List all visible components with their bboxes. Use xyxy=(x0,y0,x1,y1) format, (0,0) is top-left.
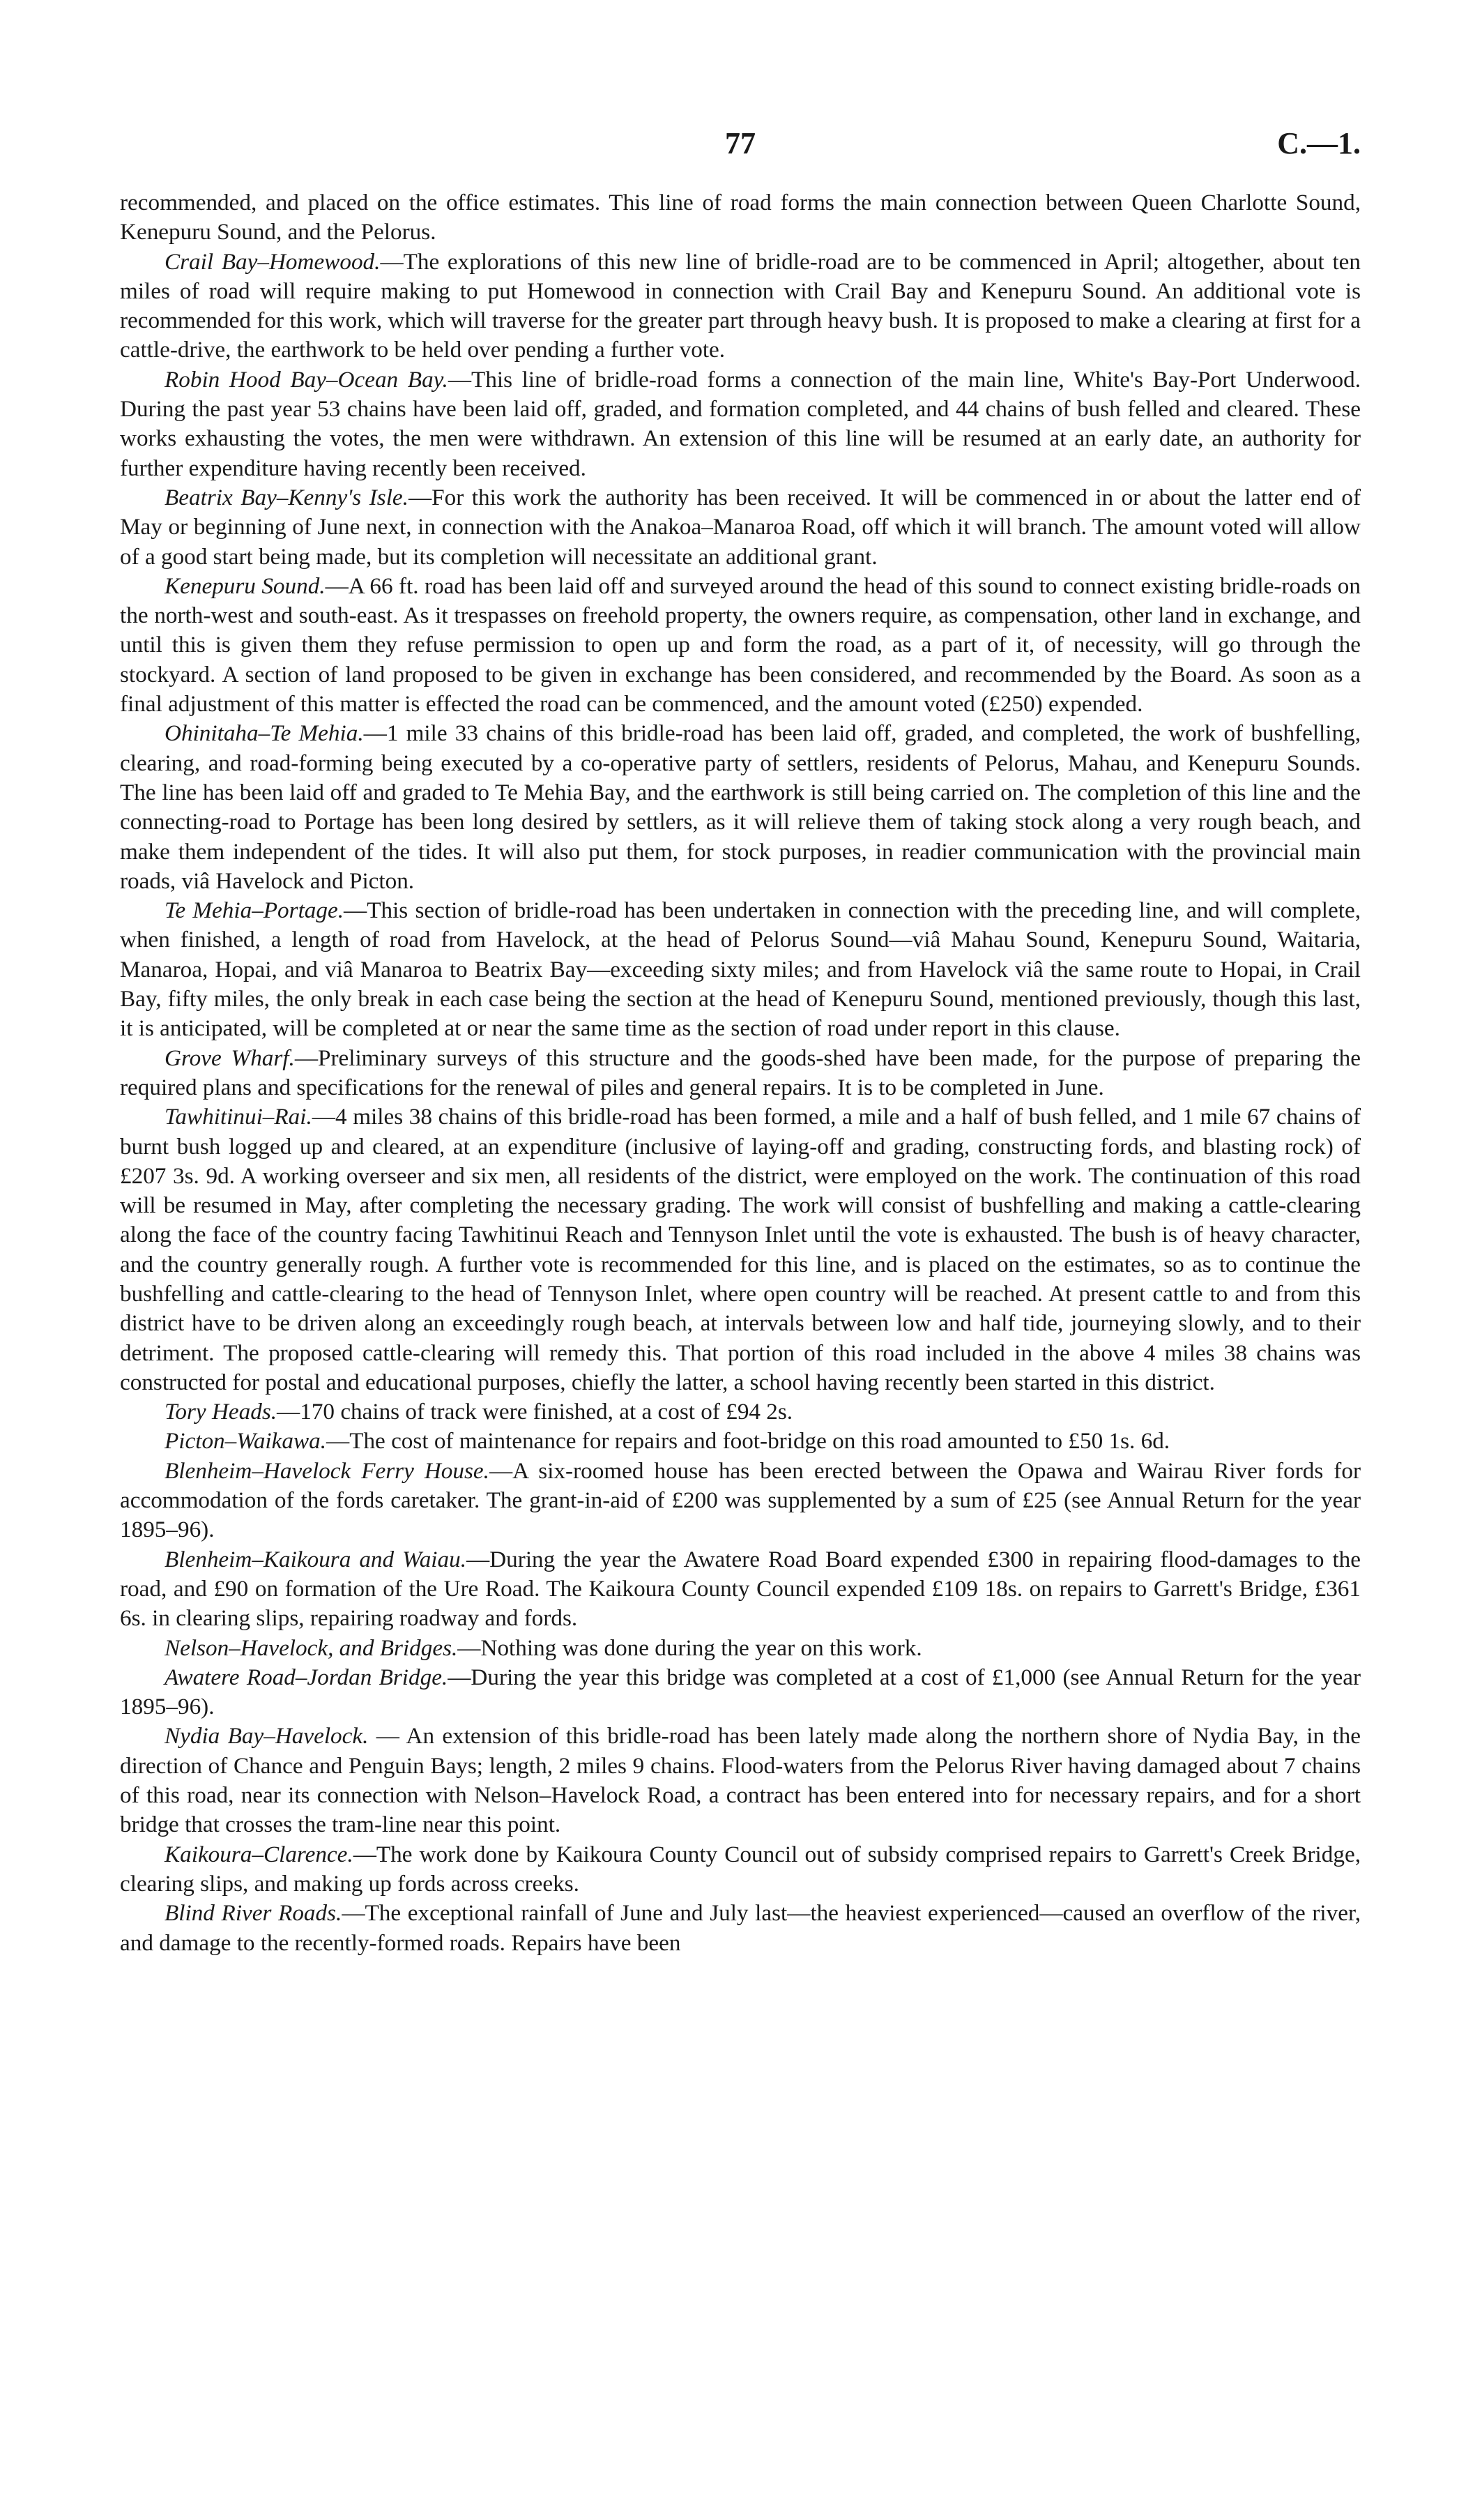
paragraph xyxy=(120,719,1361,896)
paragraph-heading: Nydia Bay–Havelock. xyxy=(165,1723,369,1749)
paragraph xyxy=(120,248,1361,365)
paragraph xyxy=(120,1722,1361,1839)
document-page xyxy=(120,126,1361,1958)
paragraph-text: —For this work the authority has been received. It will be commenced in or about the latter end of May or beginning of June next, in connection with the Anakoa–Manaroa Road, off which it will branch. The amount voted will allow of a good start being made, but its completion will necessitate an additional grant. xyxy=(120,484,1361,570)
paragraph-heading: Tawhitinui–Rai. xyxy=(165,1104,312,1130)
paragraph-heading: Beatrix Bay–Kenny's Isle. xyxy=(165,484,408,510)
paragraph xyxy=(120,1044,1361,1103)
paragraph-heading: Blenheim–Havelock Ferry House. xyxy=(165,1457,489,1484)
paragraph-heading: Kaikoura–Clarence. xyxy=(165,1841,353,1867)
paragraph xyxy=(120,1397,1361,1427)
paragraph-heading: Tory Heads. xyxy=(165,1399,277,1425)
paragraph xyxy=(120,1634,1361,1663)
paragraph xyxy=(120,1545,1361,1634)
paragraph-text: —1 mile 33 chains of this bridle-road has been laid off, graded, and completed, the work of bushfelling, clearing, and road-forming being executed by a co-operative party of settlers, residents of Pelorus, Mahau, and Kenepuru Sounds. The line has been laid off and graded to Te Mehia Bay, and the earthwork is still being carried on. The completion of this line and the connecting-road to Portage has been long desired by settlers, as it will relieve them of taking stock along a very rough beach, and make them independent of the tides. It will also put them, for stock purposes, in readier communication with the provincial main roads, viâ Havelock and Picton. xyxy=(120,720,1361,894)
paragraph xyxy=(120,1457,1361,1545)
paragraph-heading: Crail Bay–Homewood. xyxy=(165,248,381,275)
paragraph-heading: Grove Wharf. xyxy=(165,1045,295,1071)
paragraph-text: —The cost of maintenance for repairs and foot-bridge on this road amounted to £50 1s. 6d. xyxy=(326,1428,1170,1455)
paragraph-heading: Blenheim–Kaikoura and Waiau. xyxy=(165,1546,467,1572)
paragraph-heading: Nelson–Havelock, and Bridges. xyxy=(165,1634,458,1661)
paragraph xyxy=(120,1840,1361,1899)
paragraph-text: — An extension of this bridle-road has been lately made along the northern shore of Nydia Bay, in the direction of Chance and Penguin Bays; length, 2 miles 9 chains. Flood-waters from the Pelorus River having damaged about 7 chains of this road, near its connection with Nelson–Havelock Road, a contract has been entered into for necessary repairs, and for a short bridge that crosses the tram-line near this point. xyxy=(120,1723,1361,1838)
paragraph xyxy=(120,1663,1361,1722)
paragraph-heading: Kenepuru Sound. xyxy=(165,572,326,599)
paragraph xyxy=(120,1427,1361,1456)
paragraph-text: —4 miles 38 chains of this bridle-road has been formed, a mile and a half of bush felled, and 1 mile 67 chains of burnt bush logged up and cleared, at an expenditure (inclusive of laying-off and grading, constructing fords, and blasting rock) of £207 3s. 9d. A working overseer and six men, all residents of the district, were employed on the work. The continuation of this road will be resumed in May, after completing the necessary grading. The work will consist of bushfelling and making a cattle-clearing along the face of the country facing Tawhitinui Reach and Tennyson Inlet until the vote is exhausted. The bush is of heavy character, and the country generally rough. A further vote is recommended for this line, and is placed on the estimates, so as to continue the bushfelling and cattle-clearing to the head of Tennyson Inlet, where open country will be reached. At present cattle to and from this district have to be driven along an exceedingly rough beach, at intervals between low and half tide, journeying slowly, and to their detriment. The proposed cattle-clearing will remedy this. That portion of this road included in the above 4 miles 38 chains was constructed for postal and educational purposes, chiefly the latter, a school having recently been started in this district. xyxy=(120,1104,1361,1395)
paragraph-text: —During the year the Awatere Road Board expended £300 in repairing flood-damages to the road, and £90 on formation of the Ure Road. The Kaikoura County Council expended £109 18s. on repairs to Garrett's Bridge, £361 6s. in clearing slips, repairing roadway and fords. xyxy=(120,1546,1361,1632)
paragraph-heading: Robin Hood Bay–Ocean Bay. xyxy=(165,366,448,393)
paragraph-text: —Preliminary surveys of this structure and the goods-shed have been made, for the purpose of preparing the required plans and specifications for the renewal of piles and general repairs. It is to be completed in June. xyxy=(120,1045,1361,1100)
paragraph xyxy=(120,896,1361,1043)
paragraph-text: —The exceptional rainfall of June and July last—the heaviest experienced—caused an overflow of the river, and damage to the recently-formed roads. Repairs have been xyxy=(120,1900,1361,1956)
paragraph-heading: Awatere Road–Jordan Bridge. xyxy=(165,1664,448,1690)
paragraph-text: —This line of bridle-road forms a connection of the main line, White's Bay-Port Underwood. During the past year 53 chains have been laid off, graded, and formation completed, and 44 chains of bush felled and cleared. These works exhausting the votes, the men were withdrawn. An extension of this line will be resumed at an early date, an authority for further expenditure having recently been received. xyxy=(120,366,1361,481)
paragraph xyxy=(120,188,1361,248)
paragraph-text: —Nothing was done during the year on this work. xyxy=(457,1634,922,1661)
paragraph-text: —The explorations of this new line of bridle-road are to be commenced in April; altogether, about ten miles of road will require making to put Homewood in connection with Crail Bay and Kenepuru Sound. An additional vote is recommended for this work, which will traverse for the greater part through heavy bush. It is proposed to make a clearing at first for a cattle-drive, the earthwork to be held over pending a further vote. xyxy=(120,248,1361,363)
paragraph-text: —A 66 ft. road has been laid off and surveyed around the head of this sound to connect existing bridle-roads on the north-west and south-east. As it trespasses on freehold property, the owners require, as compensation, other land in exchange, and until this is given them they refuse permission to open up and form the road, as a part of it, of necessity, will go through the stockyard. A section of land proposed to be given in exchange has been considered, and recommended by the Board. As soon as a final adjustment of this matter is effected the road can be commenced, and the amount voted (£250) expended. xyxy=(120,572,1361,718)
paragraph-text: —This section of bridle-road has been undertaken in connection with the preceding line, and will complete, when finished, a length of road from Havelock, at the head of Pelorus Sound—viâ Mahau Sound, Kenepuru Sound, Waitaria, Manaroa, Hopai, and viâ Manaroa to Beatrix Bay—exceeding sixty miles; and from Havelock viâ the same route to Hopai, in Crail Bay, fifty miles, the only break in each case being the section at the head of Kenepuru Sound, mentioned previously, though this last, it is anticipated, will be completed at or near the same time as the section of road under report in this clause. xyxy=(120,897,1361,1042)
document-code: C.—1. xyxy=(1277,126,1361,160)
page-number: 77 xyxy=(725,126,756,160)
paragraph-heading: Picton–Waikawa. xyxy=(165,1428,326,1455)
paragraph-heading: Te Mehia–Portage. xyxy=(165,897,344,924)
body-text xyxy=(120,188,1361,1958)
paragraph-heading: Blind River Roads. xyxy=(165,1900,342,1927)
paragraph-heading: Ohinitaha–Te Mehia. xyxy=(165,720,364,747)
paragraph xyxy=(120,483,1361,572)
paragraph-text: —During the year this bridge was completed at a cost of £1,000 (see Annual Return for the year 1895–96). xyxy=(120,1664,1361,1720)
paragraph-text: —The work done by Kaikoura County Council out of subsidy comprised repairs to Garrett's Creek Bridge, clearing slips, and making up fords across creeks. xyxy=(120,1841,1361,1897)
paragraph xyxy=(120,365,1361,483)
page-header xyxy=(120,126,1361,188)
paragraph-text: recommended, and placed on the office estimates. This line of road forms the main connection between Queen Charlotte Sound, Kenepuru Sound, and the Pelorus. xyxy=(120,190,1361,245)
paragraph xyxy=(120,1102,1361,1397)
paragraph xyxy=(120,1899,1361,1958)
paragraph xyxy=(120,572,1361,719)
paragraph-text: —A six-roomed house has been erected between the Opawa and Wairau River fords for accommodation of the fords caretaker. The grant-in-aid of £200 was supplemented by a sum of £25 (see Annual Return for the year 1895–96). xyxy=(120,1457,1361,1543)
paragraph-text: —170 chains of track were finished, at a cost of £94 2s. xyxy=(277,1399,793,1425)
